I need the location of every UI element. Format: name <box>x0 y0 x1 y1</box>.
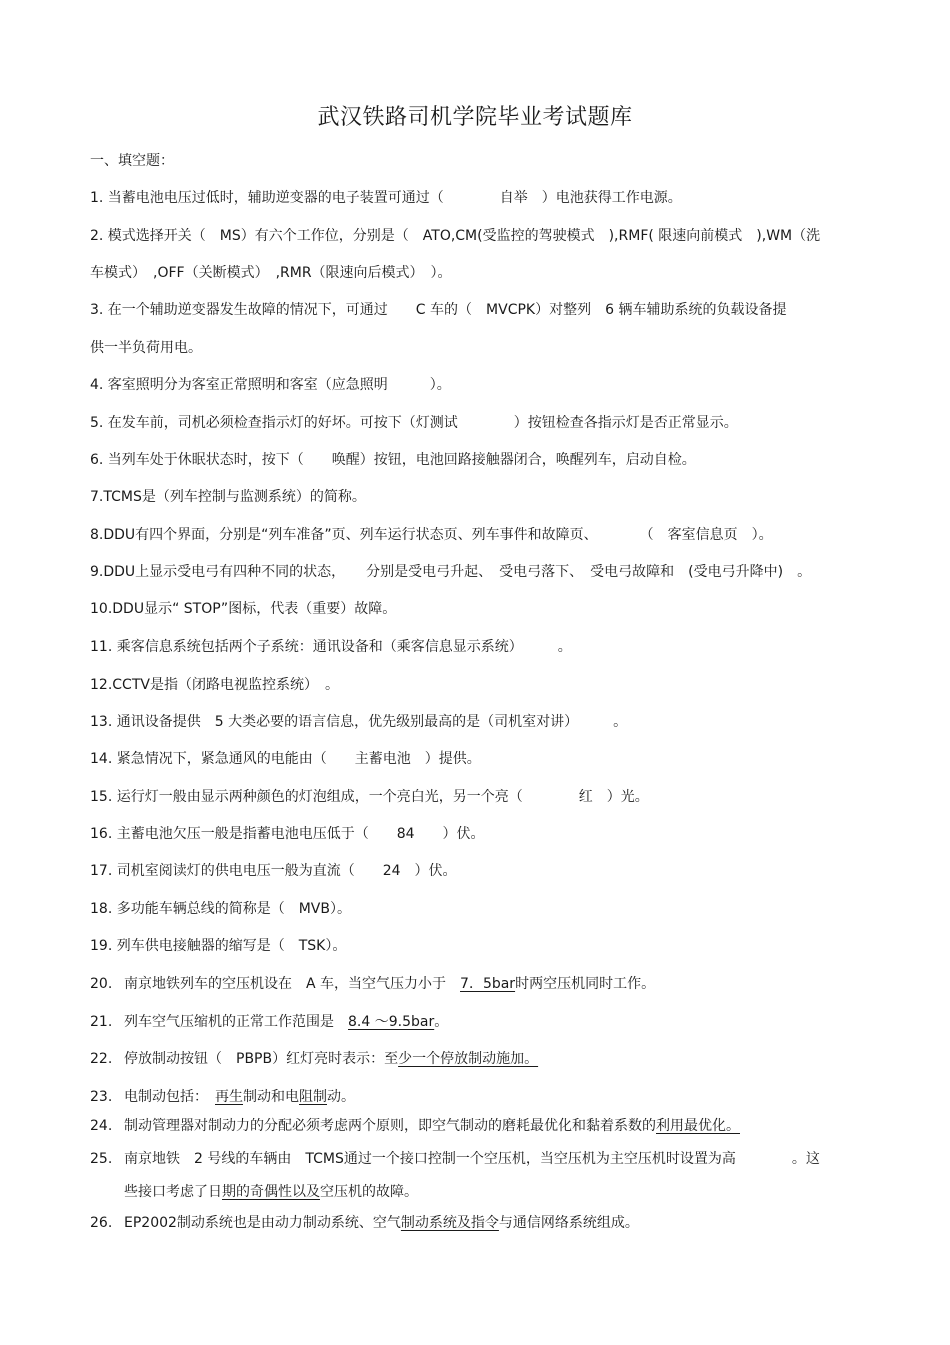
question-23 <box>90 1088 355 1106</box>
question-4: 4. 客室照明分为客室正常照明和客室（应急照明 ）。 <box>90 377 451 393</box>
question-number: 25. <box>90 1151 113 1167</box>
question-25-line-1 <box>90 1150 820 1168</box>
question-number: 22. <box>90 1051 113 1067</box>
question-text: EP2002制动系统也是由动力制动系统、空气 <box>124 1215 401 1231</box>
question-number: 23. <box>90 1089 113 1105</box>
question-10: 10.DDU显示“ STOP”图标，代表（重要）故障。 <box>90 601 397 617</box>
answer-blank: 再生 <box>215 1089 243 1105</box>
question-2-line-2: 车模式） ,OFF（关断模式） ,RMR（限速向后模式） ）。 <box>90 265 452 281</box>
question-6: 6. 当列车处于休眠状态时，按下（ 唤醒）按钮，电池回路接触器闭合，唤醒列车，启动自检。 <box>90 452 696 468</box>
question-text: 停放制动按钮（ PBPB）红灯亮时表示：至 <box>124 1051 399 1067</box>
question-3-line-1: 3. 在一个辅助逆变器发生故障的情况下，可通过 C 车的（ MVCPK）对整列 6 辆车辅助系统的负载设备提 <box>90 302 787 318</box>
question-text: 空压机的故障。 <box>320 1184 418 1200</box>
question-text: 南京地铁列车的空压机设在 A 车，当空气压力小于 <box>124 976 461 992</box>
question-text: 。 <box>434 1014 449 1030</box>
question-22 <box>90 1050 538 1068</box>
question-text: 列车空气压缩机的正常工作范围是 <box>124 1014 348 1030</box>
question-13: 13. 通讯设备提供 5 大类必要的语言信息，优先级别最高的是（司机室对讲） 。 <box>90 714 628 730</box>
question-text: 些接口考虑了日 <box>124 1184 222 1200</box>
answer-blank: 制动系统及指令 <box>400 1215 499 1231</box>
question-number: 26. <box>90 1215 113 1231</box>
answer-blank: 期的奇偶性以及 <box>222 1184 320 1200</box>
question-20 <box>90 975 655 993</box>
answer-blank: 8.4 ～9.5bar <box>348 1014 435 1030</box>
question-17: 17. 司机室阅读灯的供电电压一般为直流（ 24 ）伏。 <box>90 863 457 879</box>
question-9: 9.DDU上显示受电弓有四种不同的状态， 分别是受电弓升起、 受电弓落下、 受电弓故障和 (受电弓升降中) 。 <box>90 564 812 580</box>
question-text: 制动管理器对制动力的分配必须考虑两个原则，即空气制动的磨耗最优化和黏着系数的 <box>124 1118 656 1134</box>
question-text: 时两空压机同时工作。 <box>515 976 656 992</box>
question-24 <box>90 1117 740 1135</box>
question-14: 14. 紧急情况下，紧急通风的电能由（ 主蓄电池 ）提供。 <box>90 751 481 767</box>
answer-blank: 少一个停放制动施加。 <box>398 1051 539 1067</box>
answer-blank: 7．5bar <box>460 976 516 992</box>
question-11: 11. 乘客信息系统包括两个子系统：通讯设备和（乘客信息显示系统） 。 <box>90 639 572 655</box>
question-7: 7.TCMS是（列车控制与监测系统）的简称。 <box>90 489 366 505</box>
question-3-line-2: 供一半负荷用电。 <box>90 340 202 356</box>
question-25-line-2 <box>124 1183 418 1201</box>
question-26 <box>90 1214 639 1232</box>
question-21 <box>90 1013 448 1031</box>
question-19: 19. 列车供电接触器的缩写是（ TSK）。 <box>90 938 347 954</box>
question-number: 21. <box>90 1014 113 1030</box>
question-text: 制动和电 <box>243 1089 299 1105</box>
question-2-line-1: 2. 模式选择开关（ MS）有六个工作位，分别是（ ATO,CM(受监控的驾驶模式 ),RMF( 限速向前模式 ),WM（洗 <box>90 228 821 244</box>
question-1: 1. 当蓄电池电压过低时，辅助逆变器的电子装置可通过（ 自举 ）电池获得工作电源。 <box>90 190 682 206</box>
question-number: 24. <box>90 1118 113 1134</box>
question-text: 与通信网络系统组成。 <box>498 1215 639 1231</box>
answer-blank: 阻制 <box>299 1089 327 1105</box>
question-16: 16. 主蓄电池欠压一般是指蓄电池电压低于（ 84 ）伏。 <box>90 826 485 842</box>
question-5: 5. 在发车前，司机必须检查指示灯的好坏。可按下（灯测试 ）按钮检查各指示灯是否正常显示。 <box>90 415 738 431</box>
answer-blank: 利用最优化。 <box>656 1118 740 1134</box>
section-heading: 一、填空题： <box>90 153 174 169</box>
question-8: 8.DDU有四个界面，分别是“列车准备”页、列车运行状态页、列车事件和故障页、 （ 客室信息页 ）。 <box>90 527 773 543</box>
question-text: 动。 <box>327 1089 355 1105</box>
question-number: 20. <box>90 976 113 992</box>
question-15: 15. 运行灯一般由显示两种颜色的灯泡组成，一个亮白光，另一个亮（ 红 ）光。 <box>90 789 649 805</box>
question-12: 12.CCTV是指（闭路电视监控系统） 。 <box>90 677 339 693</box>
question-18: 18. 多功能车辆总线的简称是（ MVB）。 <box>90 901 351 917</box>
page-title: 武汉铁路司机学院毕业考试题库 <box>317 105 633 130</box>
question-text: 电制动包括： <box>124 1089 215 1105</box>
question-text: 南京地铁 2 号线的车辆由 TCMS通过一个接口控制一个空压机，当空压机为主空压机时设置为高 。这 <box>124 1151 820 1167</box>
